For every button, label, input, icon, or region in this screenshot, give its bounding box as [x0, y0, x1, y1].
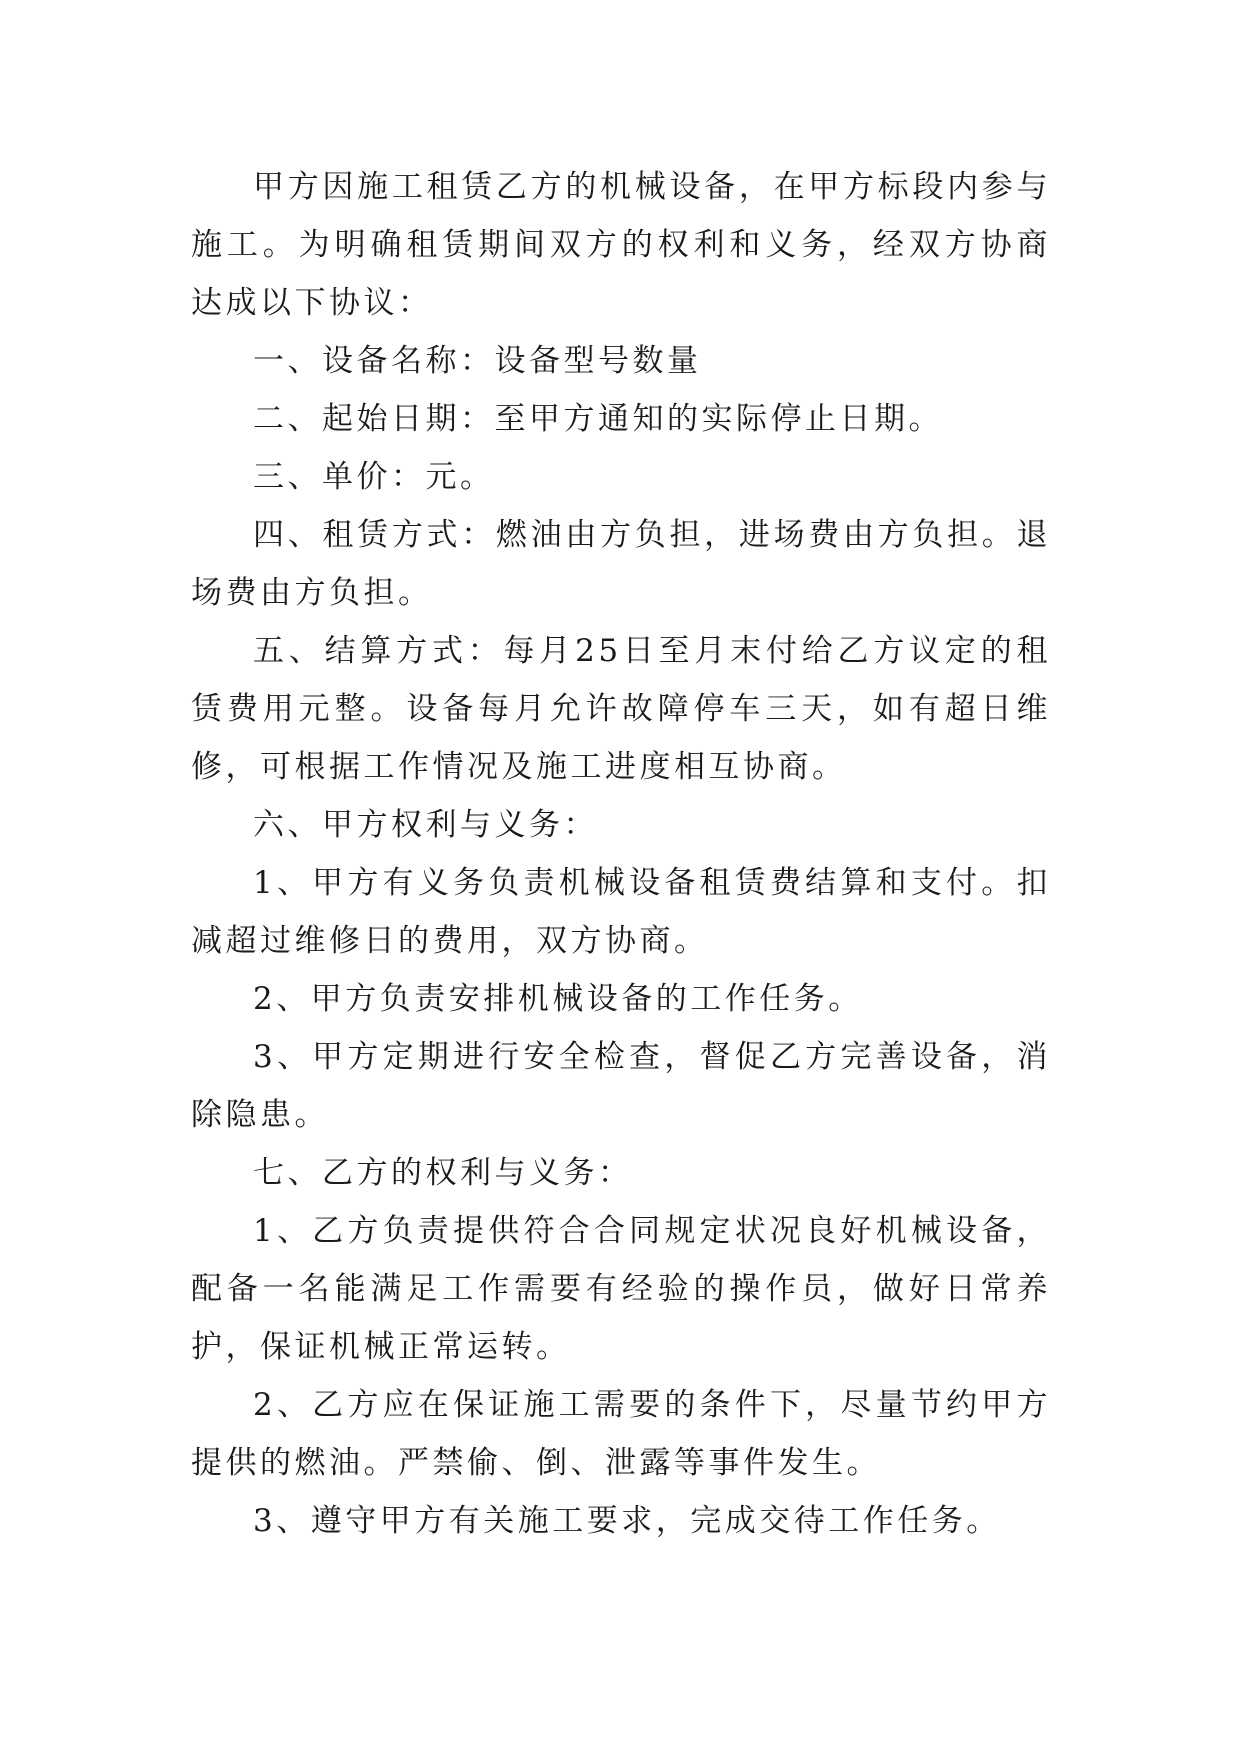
document-body: [191, 158, 1051, 1550]
clause-7-item-2: 2、乙方应在保证施工需要的条件下，尽量节约甲方提供的燃油。严禁偷、倒、泄露等事件发生。: [191, 1387, 1051, 1481]
clause-2-start-date: 二、起始日期：至甲方通知的实际停止日期。: [253, 401, 943, 437]
clause-5-settlement: 五、结算方式：每月25日至月末付给乙方议定的租赁费用元整。设备每月允许故障停车三天，如有超日维修，可根据工作情况及施工进度相互协商。: [191, 633, 1051, 785]
intro-paragraph: 甲方因施工租赁乙方的机械设备，在甲方标段内参与施工。为明确租赁期间双方的权利和义务，经双方协商达成以下协议：: [191, 169, 1051, 321]
clause-7-item-3: 3、遵守甲方有关施工要求，完成交待工作任务。: [253, 1503, 1001, 1539]
clause-6-party-a-heading: 六、甲方权利与义务：: [253, 807, 598, 843]
clause-6-item-1: 1、甲方有义务负责机械设备租赁费结算和支付。扣减超过维修日的费用，双方协商。: [191, 865, 1051, 959]
clause-6-item-3: 3、甲方定期进行安全检查，督促乙方完善设备，消除隐患。: [191, 1039, 1051, 1133]
clause-7-party-b-heading: 七、乙方的权利与义务：: [253, 1155, 633, 1191]
clause-1-equipment-name: 一、设备名称：设备型号数量: [253, 343, 702, 379]
clause-7-item-1: 1、乙方负责提供符合合同规定状况良好机械设备，配备一名能满足工作需要有经验的操作员，做好日常养护，保证机械正常运转。: [191, 1213, 1051, 1365]
clause-4-lease-method: 四、租赁方式：燃油由方负担，进场费由方负担。退场费由方负担。: [191, 517, 1051, 611]
clause-3-unit-price: 三、单价：元。: [253, 459, 495, 495]
clause-6-item-2: 2、甲方负责安排机械设备的工作任务。: [253, 981, 863, 1017]
